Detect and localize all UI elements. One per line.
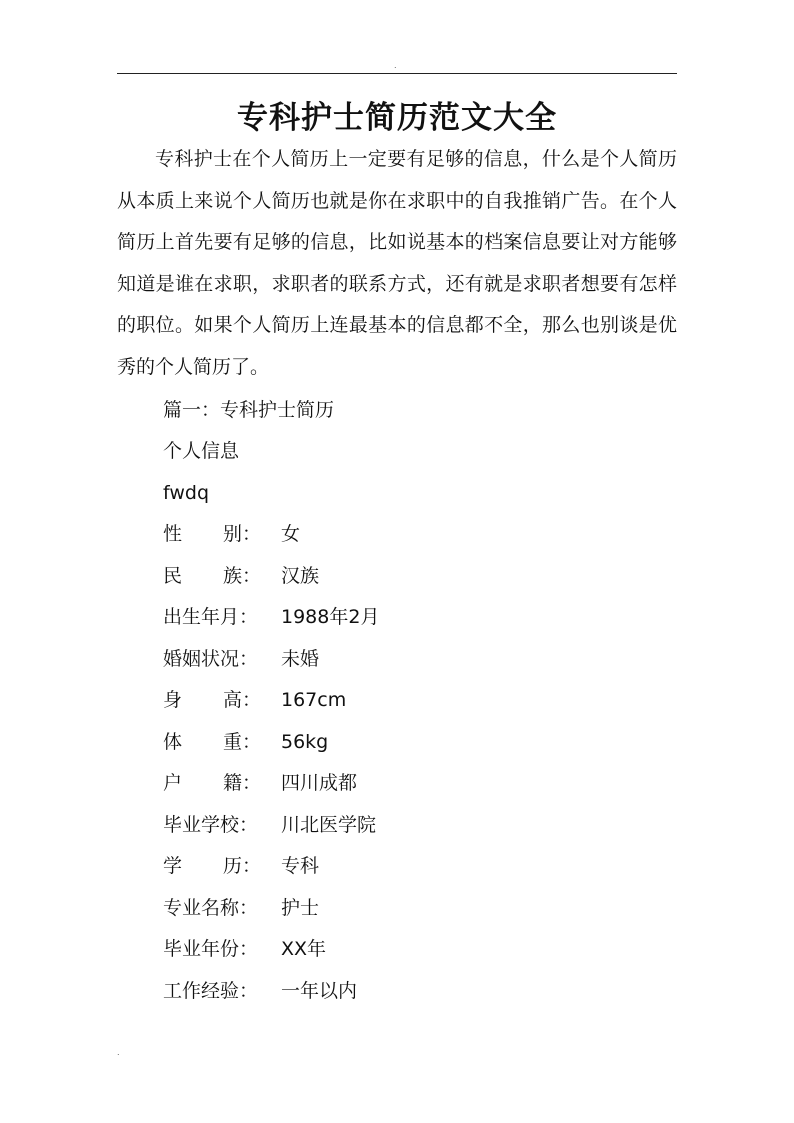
field-label: 户 籍： (163, 772, 261, 794)
field-label: 性 别： (163, 523, 261, 545)
field-value: 167cm (281, 689, 347, 711)
field-value: XX年 (281, 938, 327, 960)
field-label: 工作经验： (163, 980, 259, 1002)
applicant-name: fwdq (163, 482, 210, 504)
field-label: 体 重： (163, 731, 261, 753)
field-birth-date (163, 604, 379, 630)
field-label: 身 高： (163, 689, 261, 711)
field-value: 一年以内 (281, 980, 358, 1002)
field-education (163, 853, 319, 879)
field-value: 护士 (281, 897, 320, 919)
field-label: 毕业学校： (163, 814, 259, 836)
field-label: 学 历： (163, 855, 261, 877)
field-label: 民 族： (163, 565, 261, 587)
field-major (163, 895, 319, 921)
field-value: 女 (281, 523, 301, 545)
field-value: 四川成都 (281, 772, 358, 794)
field-gender (163, 521, 300, 547)
field-graduation-year (163, 936, 326, 962)
field-label: 专业名称： (163, 897, 259, 919)
field-value: 专科 (281, 855, 320, 877)
document-title: 专科护士简历范文大全 (237, 100, 557, 136)
field-label: 出生年月： (163, 606, 259, 628)
field-school (163, 812, 376, 838)
field-height (163, 687, 346, 713)
field-domicile (163, 770, 357, 796)
header-rule (117, 73, 677, 74)
sub-heading: 个人信息 (163, 440, 240, 462)
field-work-experience (163, 978, 357, 1004)
field-weight (163, 729, 328, 755)
field-value: 汉族 (281, 565, 320, 587)
field-value: 川北医学院 (281, 814, 377, 836)
header-mark: . (394, 61, 397, 70)
intro-paragraph: 专科护士在个人简历上一定要有足够的信息，什么是个人简历从本质上来说个人简历也就是你在求职中的自我推销广告。在个人简历上首先要有足够的信息，比如说基本的档案信息要让对方能够知道是谁在求职，求职者的联系方式，还有就是求职者想要有怎样的职位。如果个人简历上连最基本的信息都不全，那么也别谈是优秀的个人简历了。 (117, 148, 677, 378)
footer-mark: . (117, 1048, 120, 1057)
field-label: 婚姻状况： (163, 648, 259, 670)
section-heading: 篇一：专科护士简历 (163, 399, 335, 421)
field-marital-status (163, 646, 319, 672)
field-value: 1988年2月 (281, 606, 380, 628)
field-ethnicity (163, 563, 319, 589)
field-value: 未婚 (281, 648, 320, 670)
field-label: 毕业年份： (163, 938, 259, 960)
field-value: 56kg (281, 731, 329, 753)
